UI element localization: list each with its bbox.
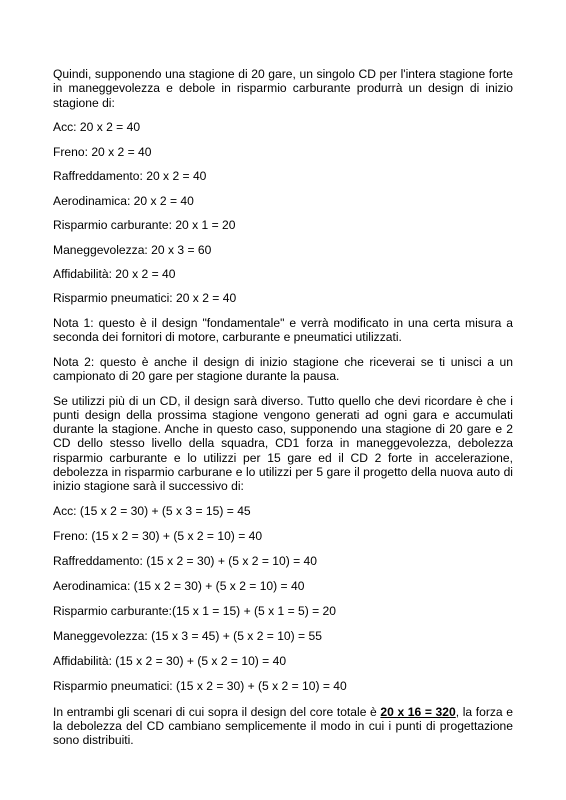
multi-cd-design-list	[53, 504, 513, 694]
list-item: Risparmio pneumatici: (15 x 2 = 30) + (5 x 2 = 10) = 40	[53, 679, 347, 694]
list-item: Risparmio carburante: 20 x 1 = 20	[53, 218, 236, 233]
conclusion-paragraph	[53, 705, 513, 748]
conclusion-text-before: In entrambi gli scenari di cui sopra il design del core totale è	[53, 704, 381, 719]
list-item: Maneggevolezza: (15 x 3 = 45) + (5 x 2 = 10) = 55	[53, 629, 322, 644]
list-item: Raffreddamento: 20 x 2 = 40	[53, 169, 207, 184]
list-item: Aerodinamica: (15 x 2 = 30) + (5 x 2 = 10) = 40	[53, 579, 305, 594]
list-item: Maneggevolezza: 20 x 3 = 60	[53, 242, 212, 257]
list-item: Aerodinamica: 20 x 2 = 40	[53, 193, 194, 208]
document-page	[53, 67, 513, 758]
note-1-paragraph: Nota 1: questo è il design "fondamentale" e verrà modificato in una certa misura a seconda dei fornitori di motore, carburante e pneumatici utilizzati.	[53, 315, 513, 345]
list-item: Acc: 20 x 2 = 40	[53, 120, 141, 135]
intro-paragraph: Quindi, supponendo una stagione di 20 gare, un singolo CD per l'intera stagione forte in maneggevolezza e debole in risparmio carburante produrrà un design di inizio stagione di:	[53, 67, 513, 110]
multi-cd-paragraph: Se utilizzi più di un CD, il design sarà diverso. Tutto quello che devi ricordare è che i punti design della prossima stagione vengono generati ad ogni gara e accumulati durante la stagione. Anche in questo caso, supponendo una stagione di 20 gare e 2 CD dello stesso livello della squadra, CD1 forza in maneggevolezza, debolezza risparmio carburante e lo utilizzi per 15 gare ed il CD 2 forte in accelerazione, debolezza in risparmio carburane e lo utilizzi per 5 gare il progetto della nuova auto di inizio stagione sarà il successivo di:	[53, 393, 513, 494]
list-item: Freno: 20 x 2 = 40	[53, 144, 152, 159]
list-item: Affidabilità: 20 x 2 = 40	[53, 266, 176, 281]
list-item: Acc: (15 x 2 = 30) + (5 x 3 = 15) = 45	[53, 503, 251, 518]
note-2-paragraph: Nota 2: questo è anche il design di inizio stagione che riceverai se ti unisci a un campionato di 20 gare per stagione durante la pausa.	[53, 354, 513, 384]
list-item: Freno: (15 x 2 = 30) + (5 x 2 = 10) = 40	[53, 528, 263, 543]
conclusion-text-after: , la forza e la debolezza del CD cambiano semplicemente il modo in cui i punti di progettazione sono distribuiti.	[53, 704, 513, 748]
list-item: Risparmio pneumatici: 20 x 2 = 40	[53, 291, 237, 306]
list-item: Risparmio carburante:(15 x 1 = 15) + (5 x 1 = 5) = 20	[53, 604, 337, 619]
conclusion-emphasis: 20 x 16 = 320	[380, 704, 456, 719]
list-item: Affidabilità: (15 x 2 = 30) + (5 x 2 = 10) = 40	[53, 654, 287, 669]
list-item: Raffreddamento: (15 x 2 = 30) + (5 x 2 = 10) = 40	[53, 553, 317, 568]
season-design-list	[53, 120, 513, 306]
